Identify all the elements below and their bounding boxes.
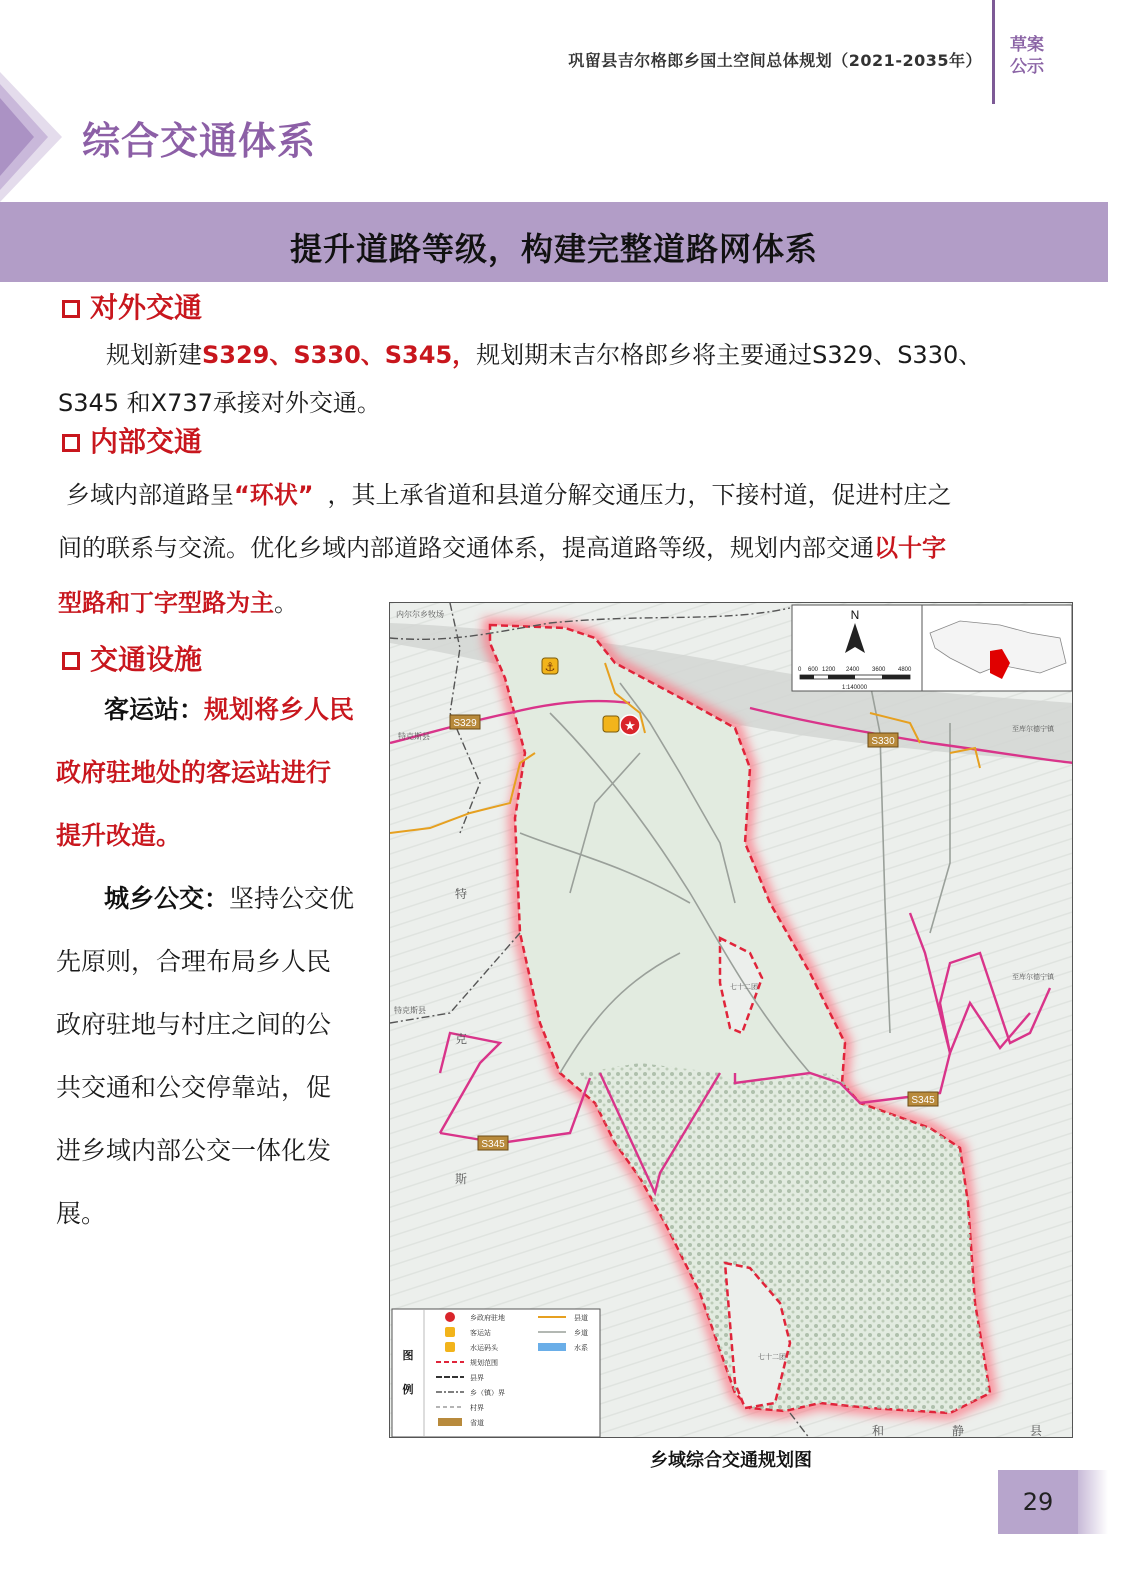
text-span: 规划新建 <box>106 341 202 369</box>
road-label-s345-right: S345 <box>911 1095 935 1106</box>
section-arrow-icon <box>0 72 62 202</box>
svg-text:1200: 1200 <box>822 667 836 673</box>
text-span: 乡域内部道路呈 <box>66 481 234 509</box>
highlight-ring: “环状” <box>234 481 314 509</box>
heading-external-label: 对外交通 <box>90 291 203 324</box>
label-top-left: 内尔尔乡牧场 <box>396 610 444 619</box>
external-paragraph-line1 <box>106 335 1066 370</box>
bus-text: 坚持公交优 <box>229 884 355 913</box>
bus-line-1 <box>56 867 376 930</box>
svg-text:3600: 3600 <box>872 667 886 673</box>
traffic-planning-map <box>389 602 1073 1438</box>
label-si: 斯 <box>455 1172 468 1186</box>
north-label: N <box>850 608 860 622</box>
bus-label: 城乡公交： <box>104 884 230 913</box>
map-caption: 乡域综合交通规划图 <box>650 1450 812 1471</box>
bus-line-4: 共交通和公交停靠站，促 <box>56 1073 332 1102</box>
label-tekesi-1: 特克斯县 <box>398 732 430 741</box>
header-divider <box>992 0 995 104</box>
svg-text:县界: 县界 <box>470 1374 484 1382</box>
label-te: 特 <box>455 887 468 901</box>
station-line-3: 提升改造。 <box>56 821 182 850</box>
text-span: 间的联系与交流。优化乡域内部道路交通体系，提高道路等级，规划内部交通 <box>58 534 874 562</box>
checkbox-square-icon <box>62 434 80 452</box>
page-number-fade <box>1078 1470 1108 1534</box>
checkbox-square-icon <box>62 300 80 318</box>
label-ke: 克 <box>455 1032 468 1046</box>
checkbox-square-icon <box>62 652 80 670</box>
legend-station-icon <box>445 1327 455 1337</box>
svg-text:村界: 村界 <box>470 1404 484 1412</box>
legend-government-icon <box>445 1312 455 1322</box>
heading-facilities-label: 交通设施 <box>90 643 203 676</box>
stamp-line-2: 公示 <box>1010 57 1044 77</box>
label-jing: 静 <box>952 1424 965 1438</box>
highlight-roads: S329、S330、S345， <box>202 341 477 369</box>
bus-line-3: 政府驻地与村庄之间的公 <box>56 1010 332 1039</box>
road-label-s329: S329 <box>453 718 477 729</box>
svg-text:4800: 4800 <box>898 667 912 673</box>
text-span: 。 <box>274 589 298 617</box>
station-label: 客运站： <box>104 695 205 724</box>
facilities-text-column <box>56 678 376 1245</box>
svg-text:规划范围: 规划范围 <box>470 1359 498 1367</box>
draft-stamp <box>1010 34 1044 78</box>
label-to-right-2: 至库尔德宁镇 <box>1012 973 1054 981</box>
scale-ratio: 1:140000 <box>842 685 868 691</box>
external-paragraph-line2: S345 和X737承接对外交通。 <box>58 389 381 417</box>
label-he: 和 <box>872 1424 885 1438</box>
highlight-cross-road: 以十字 <box>874 534 946 562</box>
section-title: 综合交通体系 <box>82 119 317 163</box>
bus-station-icon <box>603 716 619 732</box>
svg-text:★: ★ <box>624 719 636 734</box>
label-to-right-1: 至库尔德宁镇 <box>1012 725 1054 733</box>
svg-text:水系: 水系 <box>574 1344 588 1352</box>
svg-text:乡（镇）界: 乡（镇）界 <box>470 1389 505 1397</box>
svg-text:客运站: 客运站 <box>470 1329 491 1337</box>
svg-text:县道: 县道 <box>574 1314 588 1322</box>
legend-title-1: 图 <box>402 1349 414 1362</box>
svg-text:乡政府驻地: 乡政府驻地 <box>470 1314 505 1322</box>
label-tekesi-2: 特克斯县 <box>394 1006 426 1015</box>
label-qishier-2: 七十二团 <box>758 1353 786 1361</box>
map-legend <box>392 1309 600 1437</box>
map-canvas <box>390 603 1073 1438</box>
internal-paragraph-line1 <box>66 475 1066 510</box>
text-span: ，其上承省道和县道分解交通压力，下接村道，促进村庄之 <box>327 481 952 509</box>
heading-internal-traffic <box>62 420 202 460</box>
legend-title-2: 例 <box>402 1383 414 1396</box>
page-number: 29 <box>1022 1488 1054 1516</box>
svg-text:省道: 省道 <box>470 1419 484 1427</box>
subtitle-banner-text: 提升道路等级，构建完整道路网体系 <box>289 230 818 268</box>
label-xian: 县 <box>1030 1424 1043 1438</box>
station-text: 规划将乡人民 <box>204 695 355 724</box>
label-qishier-1: 七十二团 <box>730 983 758 991</box>
internal-paragraph-line2 <box>58 528 1058 563</box>
bus-line-6: 展。 <box>56 1199 107 1228</box>
heading-internal-label: 内部交通 <box>90 425 203 458</box>
legend-wharf-icon <box>445 1342 455 1352</box>
svg-text:⚓: ⚓ <box>544 660 556 674</box>
stamp-line-1: 草案 <box>1010 35 1044 55</box>
document-title: 巩留县吉尔格郎乡国土空间总体规划（2021-2035年） <box>568 51 982 70</box>
svg-text:2400: 2400 <box>846 667 860 673</box>
road-label-s345-left: S345 <box>481 1139 505 1150</box>
heading-facilities <box>62 638 202 678</box>
map-inset <box>792 605 1072 691</box>
station-line-2: 政府驻地处的客运站进行 <box>56 758 332 787</box>
bus-line-5: 进乡域内部公交一体化发 <box>56 1136 332 1165</box>
heading-external-traffic <box>62 286 202 326</box>
svg-text:水运码头: 水运码头 <box>470 1344 498 1352</box>
svg-text:600: 600 <box>808 667 819 673</box>
svg-text:0: 0 <box>798 667 802 673</box>
road-label-s330: S330 <box>871 736 895 747</box>
highlight-t-road: 型路和丁字型路为主 <box>58 589 274 617</box>
station-line-1 <box>56 678 376 741</box>
svg-text:乡道: 乡道 <box>574 1329 588 1337</box>
text-span: 规划期末吉尔格郎乡将主要通过S329、S330、 <box>476 341 983 369</box>
bus-line-2: 先原则，合理布局乡人民 <box>56 947 332 976</box>
